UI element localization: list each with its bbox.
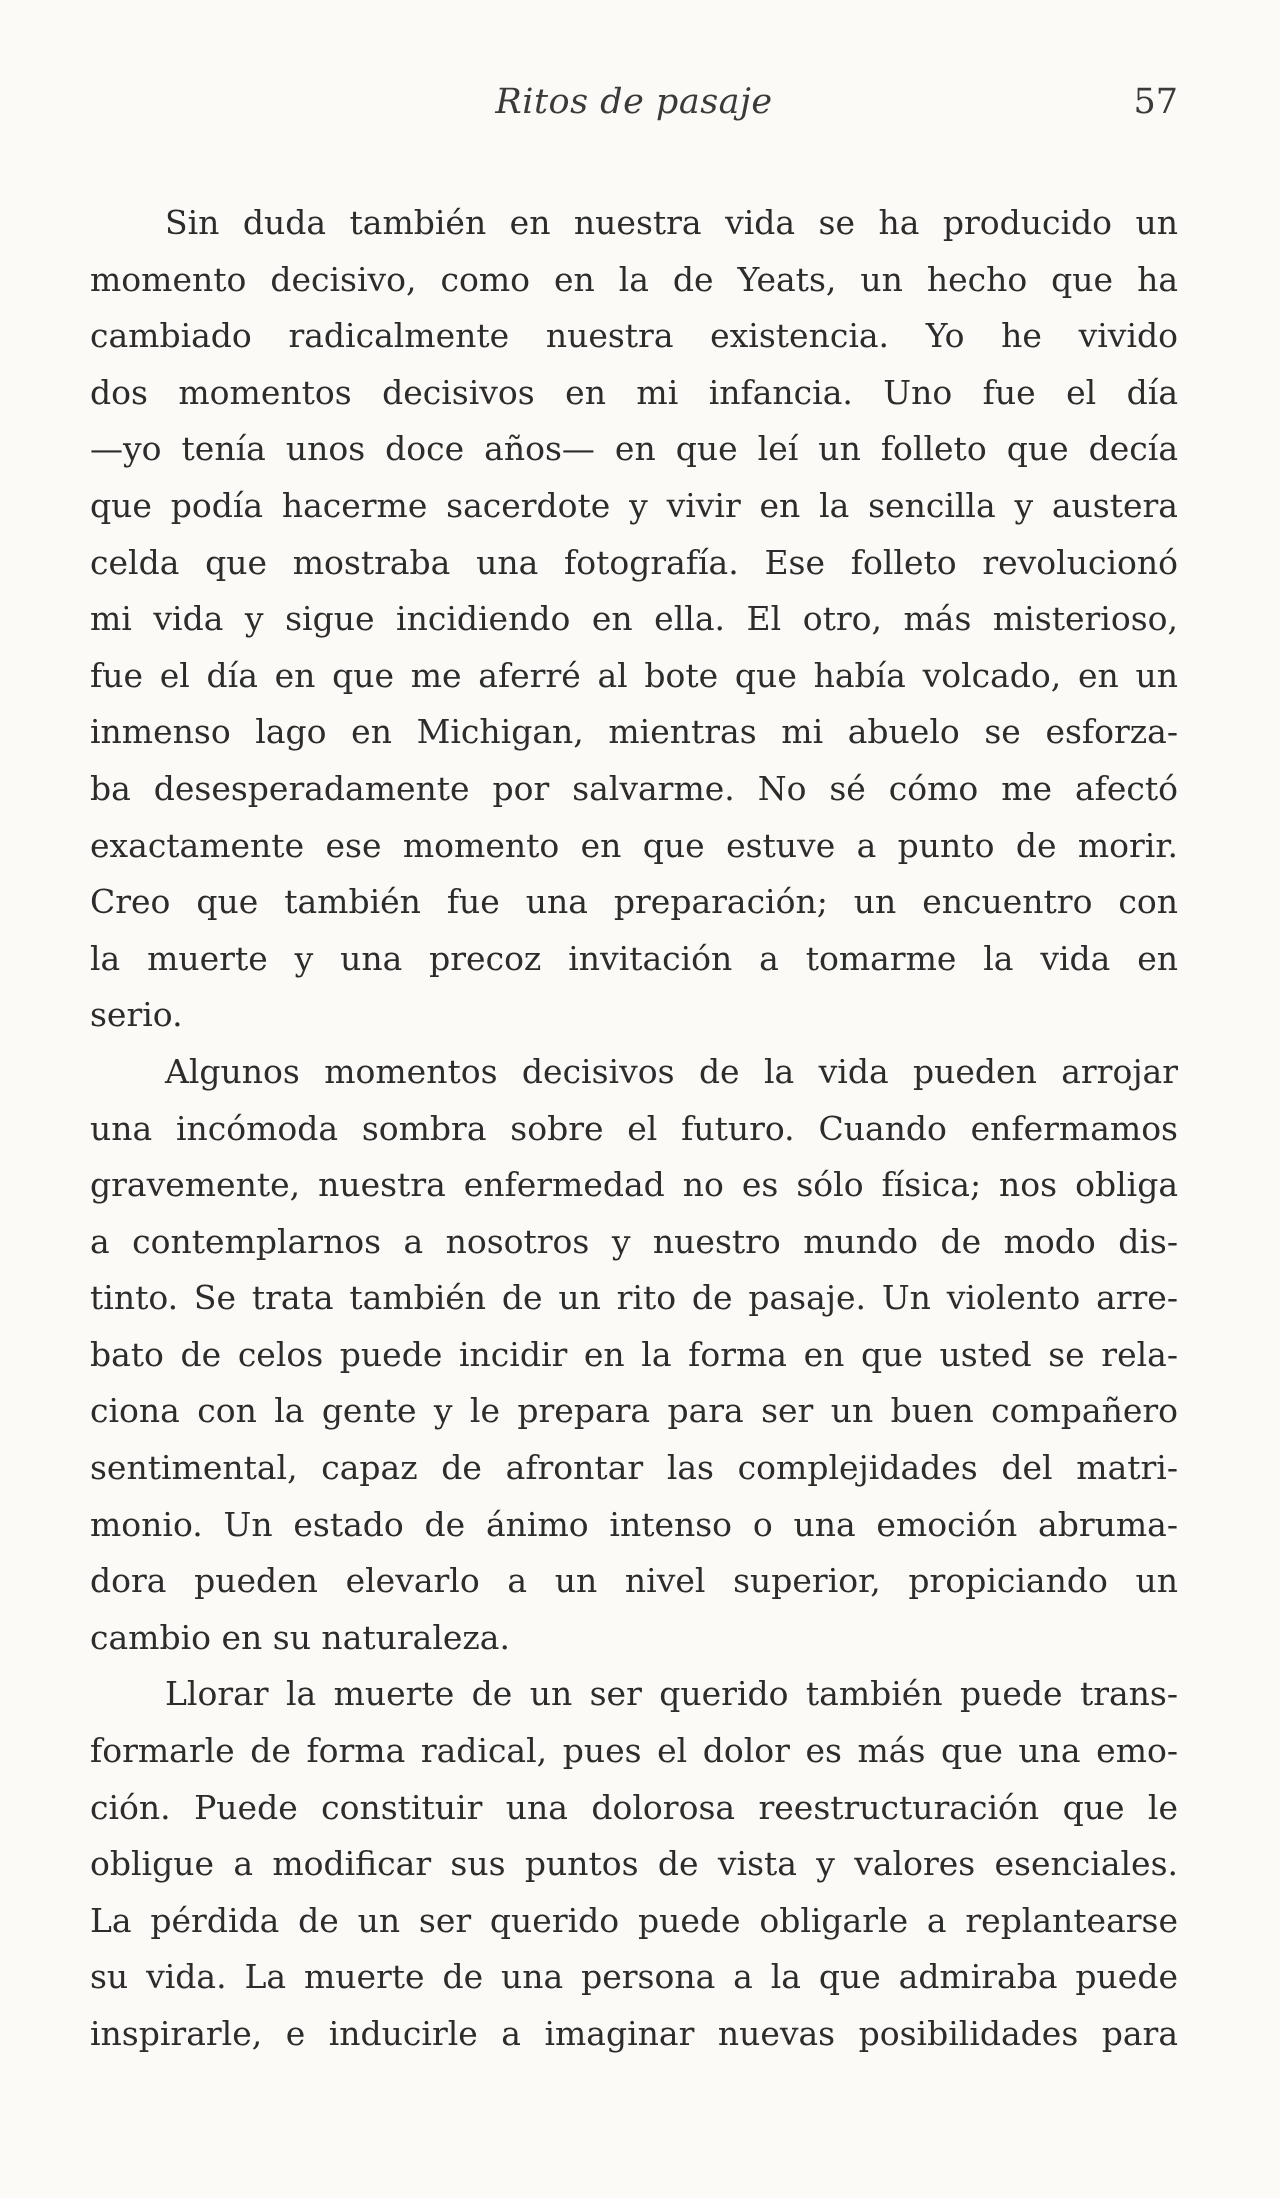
text-line: serio. [90,995,183,1035]
text-line: ba desesperadamente por salvarme. No sé cómo me afectó [90,768,1178,808]
paragraph-1 [90,195,1178,1044]
text-line: Algunos momentos decisivos de la vida pueden arrojar [165,1051,1178,1091]
text-line: Llorar la muerte de un ser querido también puede trans- [165,1674,1178,1714]
text-line: obligue a modificar sus puntos de vista y valores esenciales. [90,1844,1178,1884]
text-line: formarle de forma radical, pues el dolor es más que una emo- [90,1731,1178,1771]
text-line: gravemente, nuestra enfermedad no es sólo física; nos obliga [90,1165,1178,1205]
text-line: celda que mostraba una fotografía. Ese folleto revolucionó [90,542,1178,582]
text-line: inmenso lago en Michigan, mientras mi abuelo se esforza- [90,712,1178,752]
text-line: tinto. Se trata también de un rito de pasaje. Un violento arre- [90,1278,1178,1318]
text-line: monio. Un estado de ánimo intenso o una emoción abruma- [90,1504,1178,1544]
text-line: La pérdida de un ser querido puede obligarle a replantearse [90,1900,1178,1940]
text-line: cambiado radicalmente nuestra existencia. Yo he vivido [90,316,1178,356]
paragraph-3 [90,1666,1178,2062]
page-number: 57 [1133,82,1178,122]
text-line: Sin duda también en nuestra vida se ha producido un [165,203,1178,242]
text-line: bato de celos puede incidir en la forma en que usted se rela- [90,1334,1178,1374]
text-line: cambio en su naturaleza. [90,1617,510,1657]
text-line: mi vida y sigue incidiendo en ella. El otro, más misterioso, [90,599,1178,639]
text-line: dos momentos decisivos en mi infancia. Uno fue el día [90,372,1178,412]
text-line: dora pueden elevarlo a un nivel superior, propiciando un [90,1561,1178,1601]
running-header [90,82,1178,142]
text-line: su vida. La muerte de una persona a la que admiraba puede [90,1957,1178,1997]
text-line: momento decisivo, como en la de Yeats, un hecho que ha [90,259,1178,299]
text-line: —yo tenía unos doce años— en que leí un folleto que decía [90,429,1178,469]
body-text [90,195,1178,2063]
paragraph-2 [90,1044,1178,1667]
text-line: la muerte y una precoz invitación a tomarme la vida en [90,938,1178,978]
text-line: a contemplarnos a nosotros y nuestro mundo de modo dis- [90,1221,1178,1261]
text-line: que podía hacerme sacerdote y vivir en la sencilla y austera [90,485,1178,525]
text-line: ción. Puede constituir una dolorosa reestructuración que le [90,1787,1178,1827]
text-line: exactamente ese momento en que estuve a punto de morir. [90,825,1178,865]
text-line: sentimental, capaz de afrontar las complejidades del matri- [90,1448,1178,1488]
text-line: Creo que también fue una preparación; un encuentro con [90,882,1178,922]
text-line: inspirarle, e inducirle a imaginar nuevas posibilidades para [90,2014,1178,2053]
chapter-title: Ritos de pasaje [495,82,773,122]
text-line: fue el día en que me aferré al bote que había volcado, en un [90,655,1178,695]
text-line: una incómoda sombra sobre el futuro. Cuando enfermamos [90,1108,1178,1148]
text-line: ciona con la gente y le prepara para ser un buen compañero [90,1391,1178,1431]
